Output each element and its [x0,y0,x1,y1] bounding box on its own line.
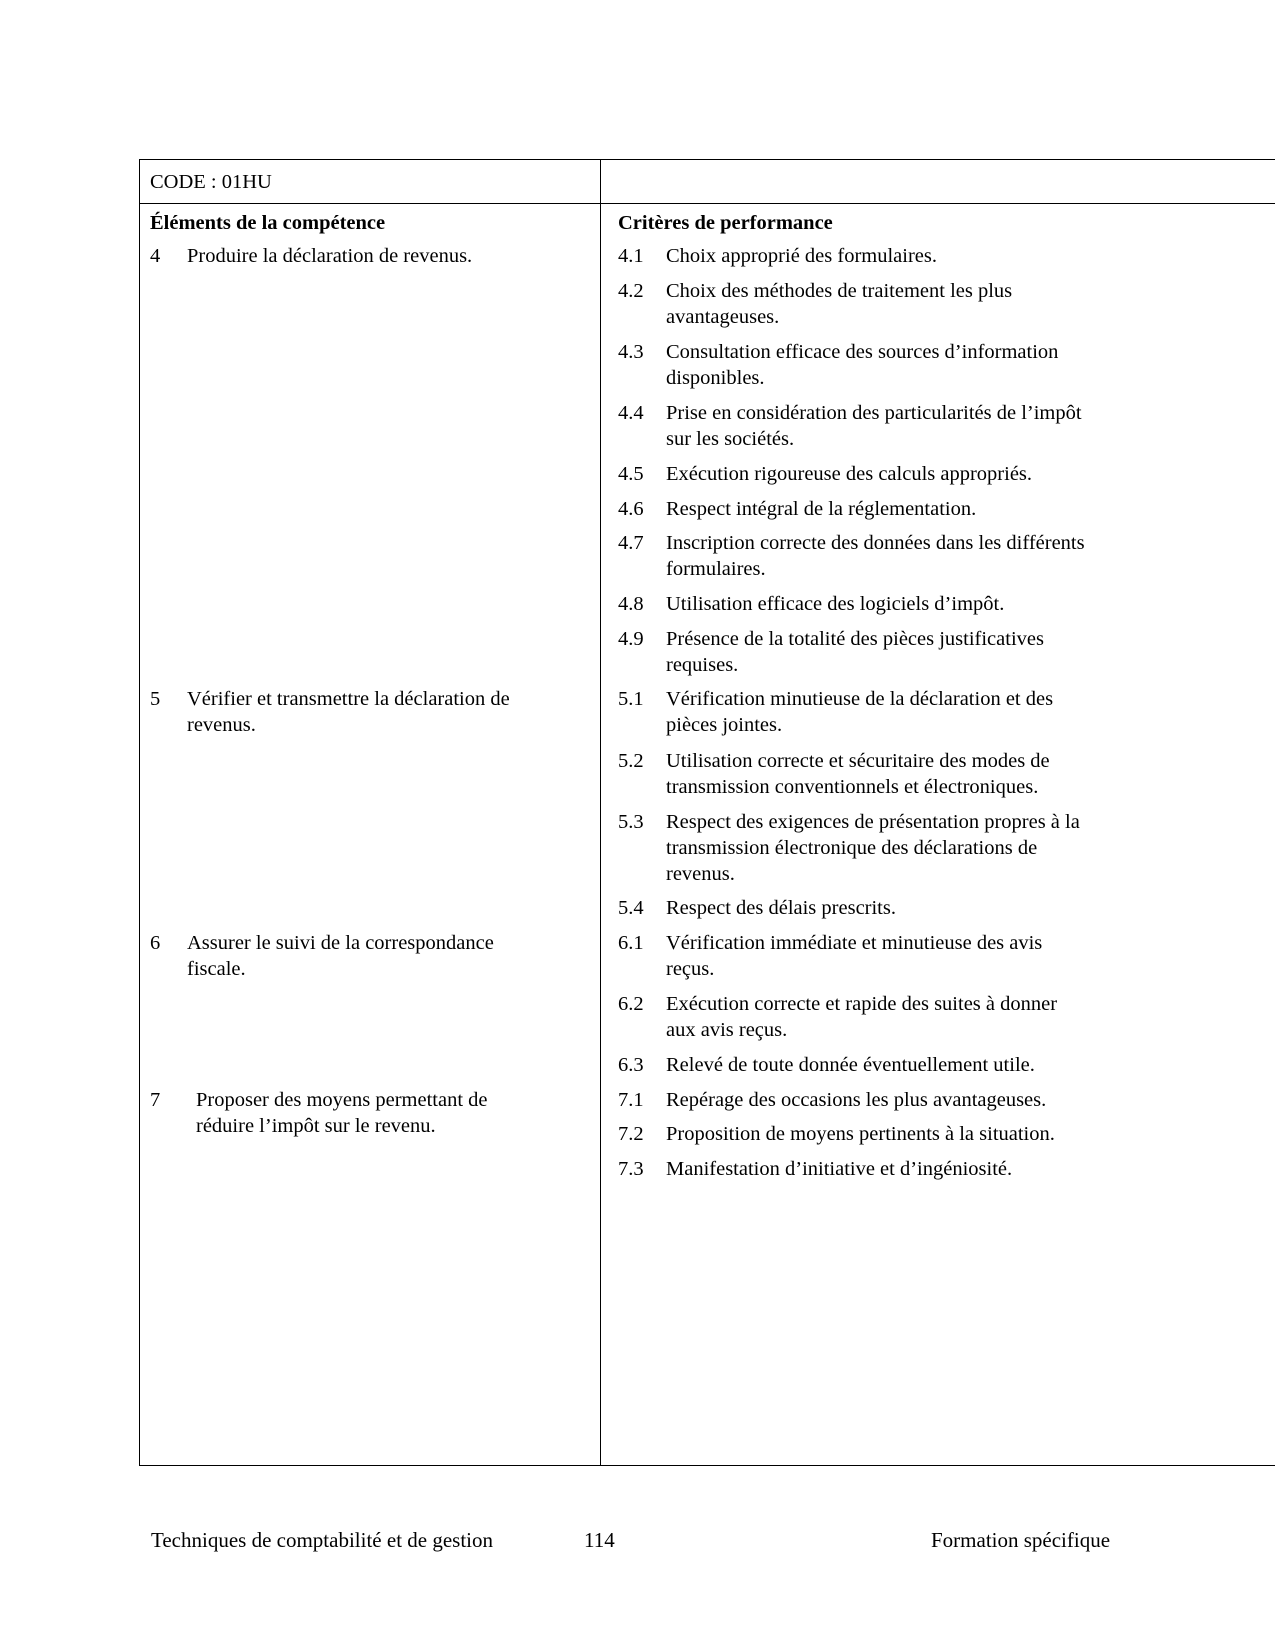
criterion-text: Prise en considération des particularités de l’impôt sur les sociétés. [666,402,1082,450]
criterion-text: Repérage des occasions les plus avantageuses. [666,1089,1047,1111]
element-item [150,1087,530,1139]
element-text: Proposer des moyens permettant de réduire l’impôt sur le revenu. [196,1089,488,1137]
criterion-text: Choix des méthodes de traitement les plus avantageuses. [666,280,1013,328]
criterion-number: 4.8 [618,593,644,615]
criterion-text: Exécution rigoureuse des calculs appropriés. [666,463,1033,485]
criterion-item [618,1052,1088,1078]
criterion-item [618,461,1088,487]
criterion-text: Respect des exigences de présentation propres à la transmission électronique des déclarations de revenus. [666,811,1080,885]
criterion-number: 4.2 [618,280,644,302]
criteria-heading: Critères de performance [618,212,833,234]
criterion-item [618,626,1088,678]
element-text: Produire la déclaration de revenus. [187,245,473,267]
criterion-text: Respect des délais prescrits. [666,897,896,919]
criterion-number: 7.1 [618,1089,644,1111]
criterion-number: 6.1 [618,932,644,954]
column-divider [600,160,601,1465]
criterion-text: Consultation efficace des sources d’information disponibles. [666,341,1059,389]
criterion-item [618,895,1088,921]
criterion-number: 7.2 [618,1123,644,1145]
criterion-text: Exécution correcte et rapide des suites à donner aux avis reçus. [666,993,1058,1041]
criterion-item [618,496,1088,522]
criterion-item [618,1121,1088,1147]
criterion-number: 6.2 [618,993,644,1015]
criterion-number: 4.3 [618,341,644,363]
criterion-number: 5.1 [618,688,644,710]
criterion-text: Choix approprié des formulaires. [666,245,937,267]
criterion-text: Utilisation correcte et sécuritaire des modes de transmission conventionnels et électroniques. [666,750,1050,798]
criterion-number: 4.1 [618,245,644,267]
criterion-text: Proposition de moyens pertinents à la situation. [666,1123,1055,1145]
element-number: 7 [150,1089,161,1111]
criterion-number: 7.3 [618,1158,644,1180]
criterion-text: Utilisation efficace des logiciels d’impôt. [666,593,1005,615]
element-number: 6 [150,932,161,954]
criterion-number: 4.6 [618,498,644,520]
element-item [150,686,530,738]
criterion-number: 6.3 [618,1054,644,1076]
criterion-item [618,991,1088,1043]
element-number: 4 [150,245,161,267]
criterion-text: Vérification minutieuse de la déclaration et des pièces jointes. [666,688,1054,736]
criterion-number: 5.4 [618,897,644,919]
criterion-text: Relevé de toute donnée éventuellement utile. [666,1054,1035,1076]
criterion-item [618,339,1088,391]
criterion-number: 4.5 [618,463,644,485]
criterion-item [618,530,1088,582]
criterion-item [618,400,1088,452]
competence-table [139,159,1275,1466]
element-text: Assurer le suivi de la correspondance fiscale. [187,932,494,980]
criterion-item [618,686,1088,738]
criterion-number: 5.3 [618,811,644,833]
elements-heading: Éléments de la compétence [150,212,386,234]
element-item [150,243,570,269]
criterion-number: 4.9 [618,628,644,650]
criterion-item [618,748,1088,800]
criterion-item [618,930,1088,982]
footer-program-title: Techniques de comptabilité et de gestion [151,1528,494,1552]
criterion-item [618,809,1088,887]
footer-section-title: Formation spécifique [931,1528,1111,1552]
element-number: 5 [150,688,161,710]
criterion-number: 5.2 [618,750,644,772]
criterion-item [618,591,1088,617]
criterion-text: Manifestation d’initiative et d’ingéniosité. [666,1158,1013,1180]
criterion-text: Présence de la totalité des pièces justificatives requises. [666,628,1044,676]
criterion-number: 4.7 [618,532,644,554]
element-item [150,930,530,982]
criterion-text: Vérification immédiate et minutieuse des avis reçus. [666,932,1043,980]
header-divider [140,203,1275,204]
footer-page-number: 114 [584,1528,615,1552]
code-label: CODE : 01HU [150,171,272,193]
criterion-text: Respect intégral de la réglementation. [666,498,977,520]
criterion-item [618,1087,1088,1113]
criterion-number: 4.4 [618,402,644,424]
criterion-item [618,1156,1088,1182]
criterion-item [618,278,1088,330]
criterion-text: Inscription correcte des données dans les différents formulaires. [666,532,1085,580]
element-text: Vérifier et transmettre la déclaration de revenus. [187,688,510,736]
criterion-item [618,243,1088,269]
